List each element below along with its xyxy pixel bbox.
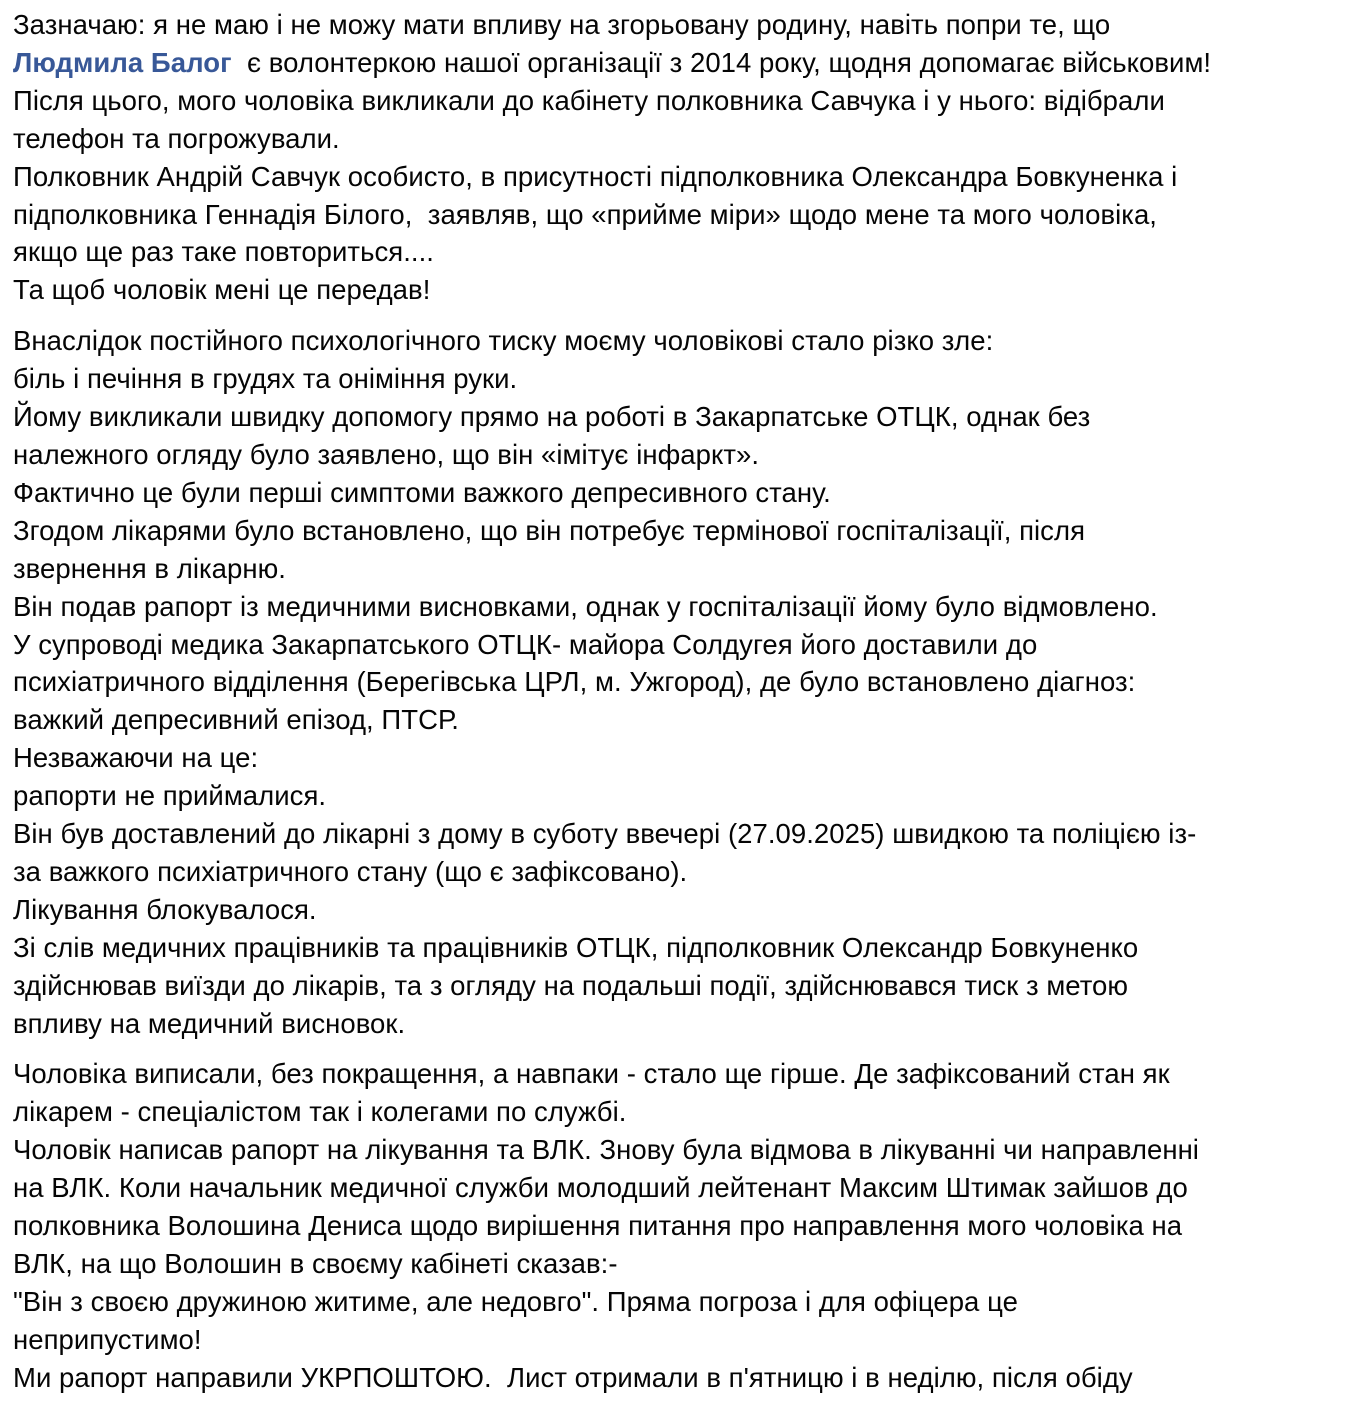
text-line: Він був доставлений до лікарні з дому в суботу ввечері (27.09.2025) швидкою та поліцією із-	[13, 818, 1197, 850]
text-line: Ми рапорт направили УКРПОШТОЮ. Лист отримали в п'ятницю і в неділю, після обіду	[13, 1361, 1133, 1393]
text-line: біль і печіння в грудях та оніміння руки.	[13, 363, 518, 395]
text-line: Та щоб чоловік мені це передав!	[13, 274, 431, 306]
text-line: звернення в лікарню.	[13, 552, 286, 584]
text-line: Зі слів медичних працівників та працівників ОТЦК, підполковник Олександр Бовкуненко	[13, 931, 1139, 963]
text-line: полковника Волошина Дениса щодо вирішення питання про направлення мого чоловіка на	[13, 1210, 1183, 1242]
text-line: підполковника Геннадія Білого, заявляв, що «прийме міри» щодо мене та мого чоловіка,	[13, 198, 1157, 230]
text-line: Чоловік написав рапорт на лікування та ВЛК. Знову була відмова в лікуванні чи направленні	[13, 1134, 1199, 1166]
text-line: Внаслідок постійного психологічного тиску моєму чоловікові стало різко зле:	[13, 325, 994, 357]
paragraph-1	[13, 6, 1363, 309]
text-line: неприпустимо!	[13, 1323, 202, 1355]
text-line: рапорти не приймалися.	[13, 780, 327, 812]
paragraph-2	[13, 322, 1363, 1042]
text-line: психіатричного відділення (Берегівська ЦРЛ, м. Ужгород), де було встановлено діагноз:	[13, 666, 1136, 698]
post-text	[13, 6, 1363, 1397]
text-line: за важкого психіатричного стану (що є зафіксовано).	[13, 855, 688, 887]
mention-link[interactable]: Людмила Балог	[13, 46, 232, 78]
text-line: є волонтеркою нашої організації з 2014 року, щодня допомагає військовим!	[247, 46, 1212, 78]
text-line: "Він з своєю дружиною житиме, але недовго". Пряма погроза і для офіцера це	[13, 1285, 1018, 1317]
text-line: Незважаючи на це:	[13, 742, 259, 774]
text-line: Згодом лікарями було встановлено, що він потребує термінової госпіталізації, після	[13, 514, 1086, 546]
text-line: Полковник Андрій Савчук особисто, в присутності підполковника Олександра Бовкуненка і	[13, 160, 1178, 192]
text-line: Йому викликали швидку допомогу прямо на роботі в Закарпатське ОТЦК, однак без	[13, 401, 1091, 433]
paragraph-3	[13, 1055, 1363, 1396]
text-line: Після цього, мого чоловіка викликали до кабінету полковника Савчука і у нього: відібрали	[13, 84, 1165, 116]
text-line: Фактично це були перші симптоми важкого депресивного стану.	[13, 476, 831, 508]
text-line: ВЛК, на що Волошин в своєму кабінеті сказав:-	[13, 1248, 618, 1279]
text-line: телефон та погрожували.	[13, 122, 340, 154]
text-line: лікарем - спеціалістом так і колегами по службі.	[13, 1096, 627, 1128]
text-line: У супроводі медика Закарпатського ОТЦК- майора Солдугея його доставили до	[13, 628, 1038, 660]
text-line: Зазначаю: я не маю і не можу мати впливу на згорьовану родину, навіть попри те, що	[13, 9, 1111, 40]
text-line: Лікування блокувалося.	[13, 893, 317, 925]
text-line: Чоловіка виписали, без покращення, а навпаки - стало ще гірше. Де зафіксований стан як	[13, 1058, 1170, 1090]
text-line: якщо ще раз таке повториться....	[13, 236, 434, 268]
mention-line	[13, 44, 1363, 82]
text-line: впливу на медичний висновок.	[13, 1007, 406, 1039]
text-line: важкий депресивний епізод, ПТСР.	[13, 704, 459, 736]
text-line: Він подав рапорт із медичними висновками, однак у госпіталізації йому було відмовлено.	[13, 590, 1158, 622]
text-line: належного огляду було заявлено, що він «імітує інфаркт».	[13, 438, 760, 470]
text-line: на ВЛК. Коли начальник медичної служби молодший лейтенант Максим Штимак зайшов до	[13, 1172, 1188, 1204]
text-line: здійснював виїзди до лікарів, та з огляду на подальші події, здійснювався тиск з метою	[13, 969, 1129, 1001]
